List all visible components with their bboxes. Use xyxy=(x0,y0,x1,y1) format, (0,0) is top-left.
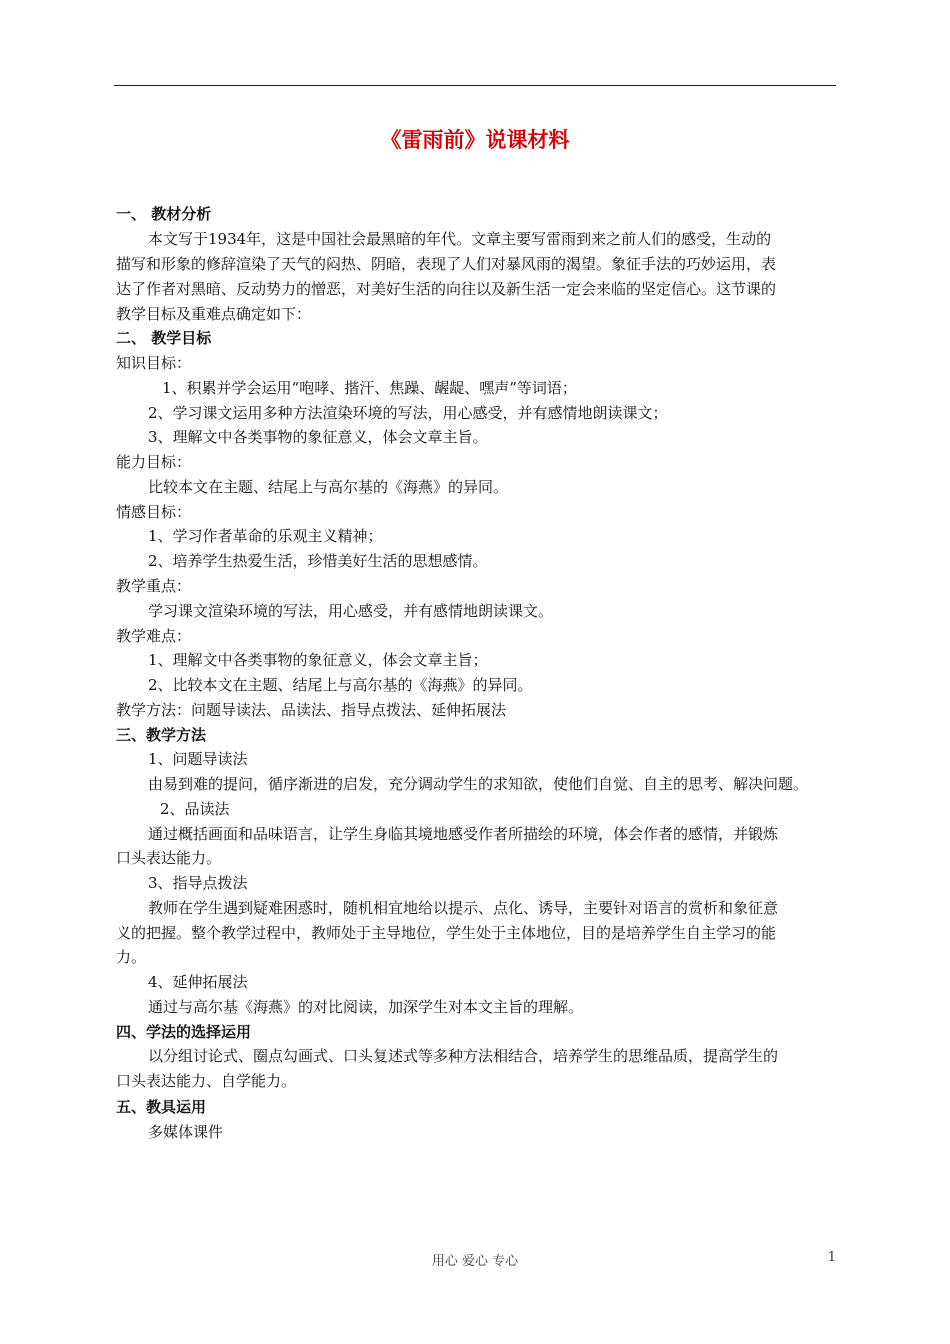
section-heading-3: 三、教学方法 xyxy=(116,726,207,744)
list-item: 1、积累并学会运用“咆哮、揩汗、焦躁、龌龊、嘿声”等词语； xyxy=(162,379,577,397)
subheading: 2、品读法 xyxy=(160,800,230,818)
paragraph-line: 教学目标及重难点确定如下： xyxy=(116,305,312,323)
paragraph-line: 通过与高尔基《海燕》的对比阅读，加深学生对本文主旨的理解。 xyxy=(148,998,584,1016)
subheading: 教学重点： xyxy=(116,577,192,595)
subheading: 1、问题导读法 xyxy=(148,750,248,768)
section-heading-4: 四、学法的选择运用 xyxy=(116,1023,252,1041)
paragraph-line: 义的把握。整个教学过程中，教师处于主导地位，学生处于主体地位，目的是培养学生自主学习的能 xyxy=(116,924,777,942)
page-footer: 用心 爱心 专心 xyxy=(431,1254,519,1269)
paragraph-line: 由易到难的提问，循序渐进的启发，充分调动学生的求知欲，使他们自觉、自主的思考、解决问题。 xyxy=(148,775,809,793)
section-heading-2: 二、 教学目标 xyxy=(116,329,212,347)
subheading: 知识目标： xyxy=(116,354,192,372)
subheading: 能力目标： xyxy=(116,453,192,471)
paragraph-line: 多媒体课件 xyxy=(148,1123,224,1141)
list-item: 1、学习作者革命的乐观主义精神； xyxy=(148,527,383,545)
subheading: 3、指导点拨法 xyxy=(148,874,248,892)
paragraph-line: 口头表达能力、自学能力。 xyxy=(116,1072,297,1090)
subheading: 教学难点： xyxy=(116,627,192,645)
section-heading-5: 五、教具运用 xyxy=(116,1098,207,1116)
paragraph-line: 学习课文渲染环境的写法，用心感受，并有感情地朗读课文。 xyxy=(148,602,554,620)
paragraph-line: 口头表达能力。 xyxy=(116,849,222,867)
page-title: 《雷雨前》说课材料 xyxy=(380,128,570,152)
list-item: 2、比较本文在主题、结尾上与高尔基的《海燕》的异同。 xyxy=(148,676,533,694)
paragraph-line: 描写和形象的修辞渲染了天气的闷热、阴暗，表现了人们对暴风雨的渴望。象征手法的巧妙运用，表 xyxy=(116,255,777,273)
paragraph-line: 本文写于1934年，这是中国社会最黑暗的年代。文章主要写雷雨到来之前人们的感受，生动的 xyxy=(148,230,772,248)
list-item: 1、理解文中各类事物的象征意义，体会文章主旨； xyxy=(148,651,488,669)
header-rule xyxy=(114,85,836,86)
list-item: 2、学习课文运用多种方法渲染环境的写法，用心感受，并有感情地朗读课文； xyxy=(148,404,668,422)
paragraph-line: 教师在学生遇到疑难困惑时，随机相宜地给以提示、点化、诱导，主要针对语言的赏析和象征意 xyxy=(148,899,779,917)
page-number: 1 xyxy=(827,1250,836,1265)
paragraph-line: 教学方法：问题导读法、品读法、指导点拨法、延伸拓展法 xyxy=(116,701,507,719)
paragraph-line: 力。 xyxy=(116,948,147,966)
paragraph-line: 通过概括画面和品味语言，让学生身临其境地感受作者所描绘的环境，体会作者的感情，并锻炼 xyxy=(148,825,779,843)
section-heading-1: 一、 教材分析 xyxy=(116,205,212,223)
paragraph-line: 达了作者对黑暗、反动势力的憎恶，对美好生活的向往以及新生活一定会来临的坚定信心。这节课的 xyxy=(116,280,777,298)
subheading: 4、延伸拓展法 xyxy=(148,973,248,991)
list-item: 2、培养学生热爱生活，珍惜美好生活的思想感情。 xyxy=(148,552,488,570)
list-item: 3、理解文中各类事物的象征意义，体会文章主旨。 xyxy=(148,428,488,446)
subheading: 情感目标： xyxy=(116,503,192,521)
paragraph-line: 以分组讨论式、圈点勾画式、口头复述式等多种方法相结合，培养学生的思维品质，提高学生的 xyxy=(148,1047,779,1065)
paragraph-line: 比较本文在主题、结尾上与高尔基的《海燕》的异同。 xyxy=(148,478,509,496)
